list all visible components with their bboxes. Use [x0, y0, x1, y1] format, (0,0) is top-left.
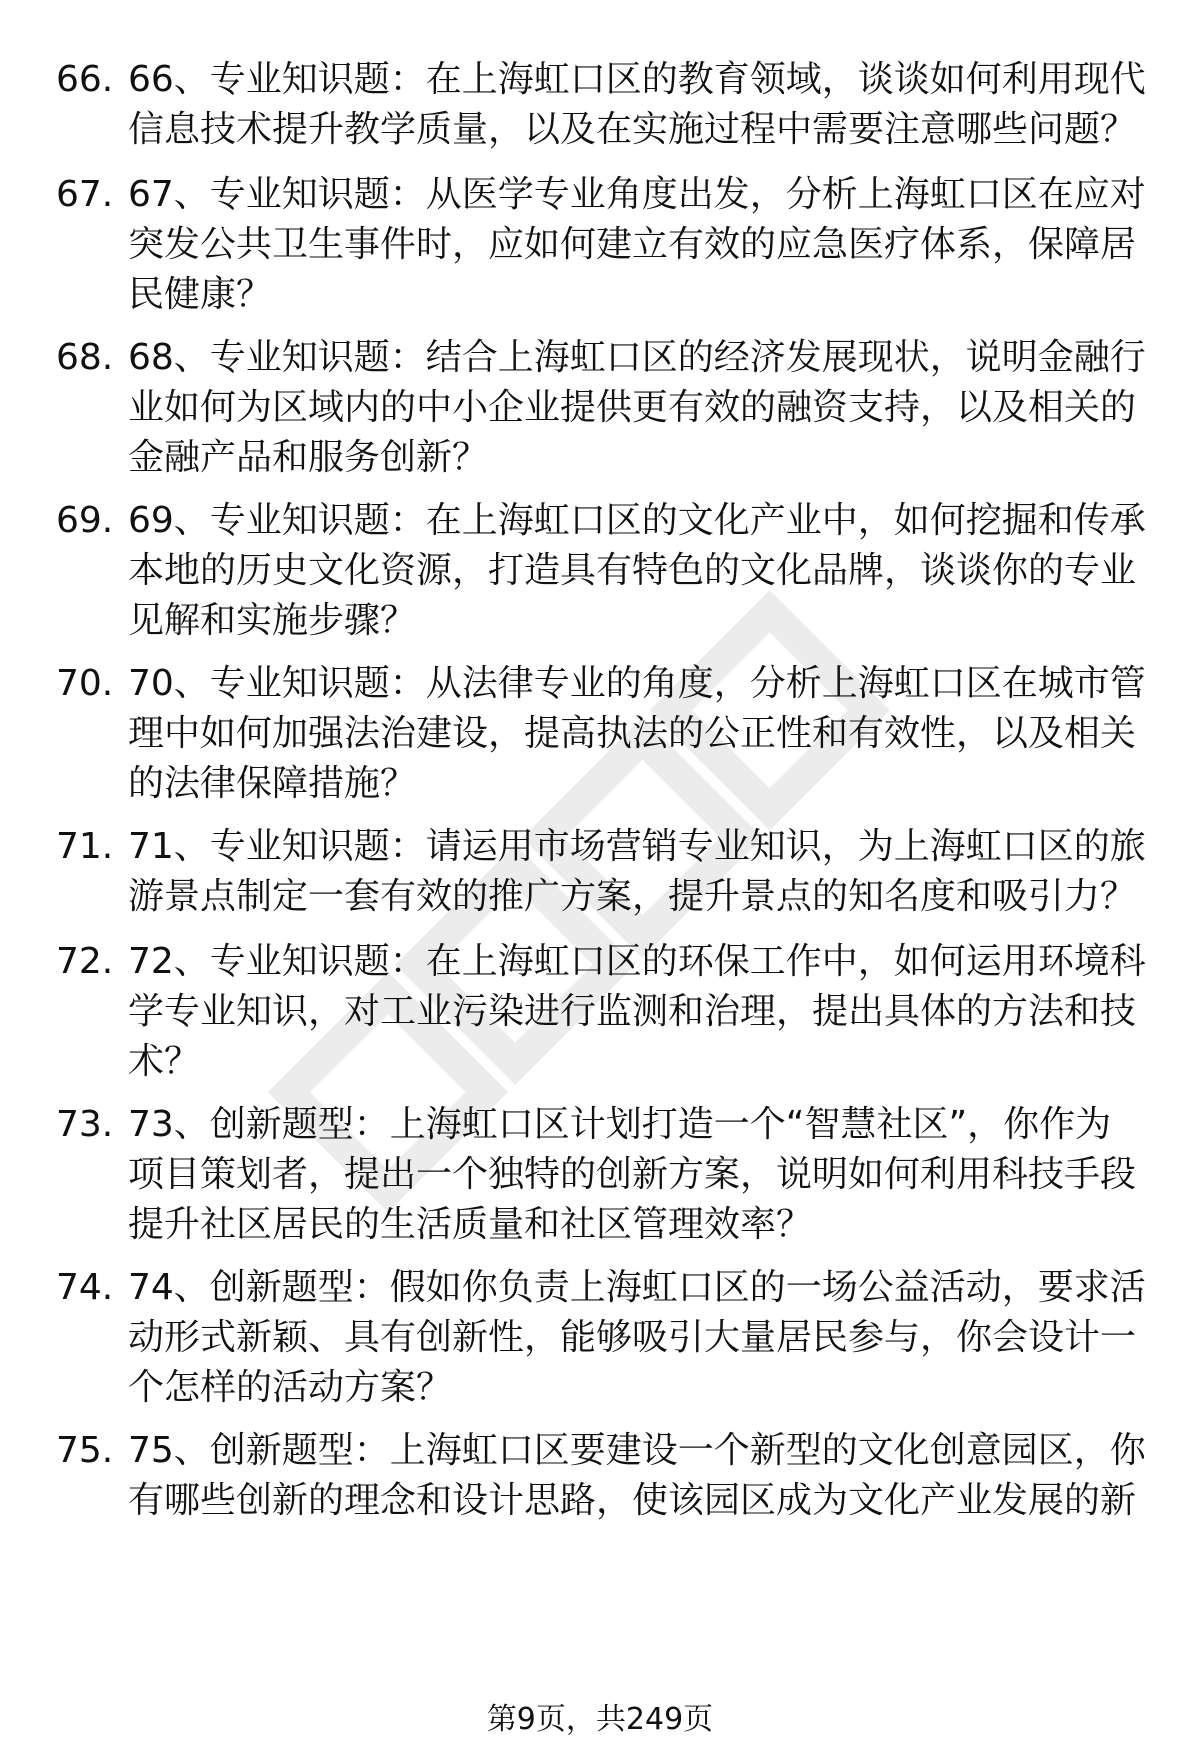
question-number: 66. — [56, 59, 114, 100]
question-text: 74、创新题型：假如你负责上海虹口区的一场公益活动，要求活 动形式新颖、具有创新性，能够吸引大量居民参与，你会设计一 个怎样的活动方案？ — [128, 1267, 1146, 1408]
question-number: 75. — [56, 1430, 114, 1471]
question-text: 75、创新题型：上海虹口区要建设一个新型的文化创意园区，你 有哪些创新的理念和设计思路，使该园区成为文化产业发展的新 — [128, 1430, 1146, 1521]
question-number: 74. — [56, 1267, 114, 1308]
question-number: 73. — [56, 1104, 114, 1145]
question-text: 72、专业知识题：在上海虹口区的环保工作中，如何运用环境科 学专业知识，对工业污染进行监测和治理，提出具体的方法和技 术？ — [128, 941, 1146, 1082]
question-number: 69. — [56, 500, 114, 541]
question-number: 70. — [56, 663, 114, 704]
question-number: 72. — [56, 941, 114, 982]
question-text: 66、专业知识题：在上海虹口区的教育领域，谈谈如何利用现代 信息技术提升教学质量，以及在实施过程中需要注意哪些问题？ — [128, 59, 1146, 150]
question-text: 70、专业知识题：从法律专业的角度，分析上海虹口区在城市管 理中如何加强法治建设，提高执法的公正性和有效性，以及相关 的法律保障措施？ — [128, 663, 1146, 804]
question-text: 73、创新题型：上海虹口区计划打造一个“智慧社区”，你作为 项目策划者，提出一个独特的创新方案，说明如何利用科技手段 提升社区居民的生活质量和社区管理效率？ — [128, 1104, 1137, 1245]
page-number-footer: 第9页，共249页 — [486, 1702, 714, 1737]
question-number: 71. — [56, 826, 114, 867]
question-number: 67. — [56, 174, 114, 215]
question-text: 68、专业知识题：结合上海虹口区的经济发展现状，说明金融行 业如何为区域内的中小企业提供更有效的融资支持，以及相关的 金融产品和服务创新？ — [128, 337, 1146, 478]
question-number: 68. — [56, 337, 114, 378]
question-text: 67、专业知识题：从医学专业角度出发，分析上海虹口区在应对 突发公共卫生事件时，应如何建立有效的应急医疗体系，保障居 民健康？ — [128, 174, 1146, 315]
question-text: 69、专业知识题：在上海虹口区的文化产业中，如何挖掘和传承 本地的历史文化资源，打造具有特色的文化品牌，谈谈你的专业 见解和实施步骤？ — [128, 500, 1146, 641]
question-text: 71、专业知识题：请运用市场营销专业知识，为上海虹口区的旅 游景点制定一套有效的推广方案，提升景点的知名度和吸引力？ — [128, 826, 1146, 917]
